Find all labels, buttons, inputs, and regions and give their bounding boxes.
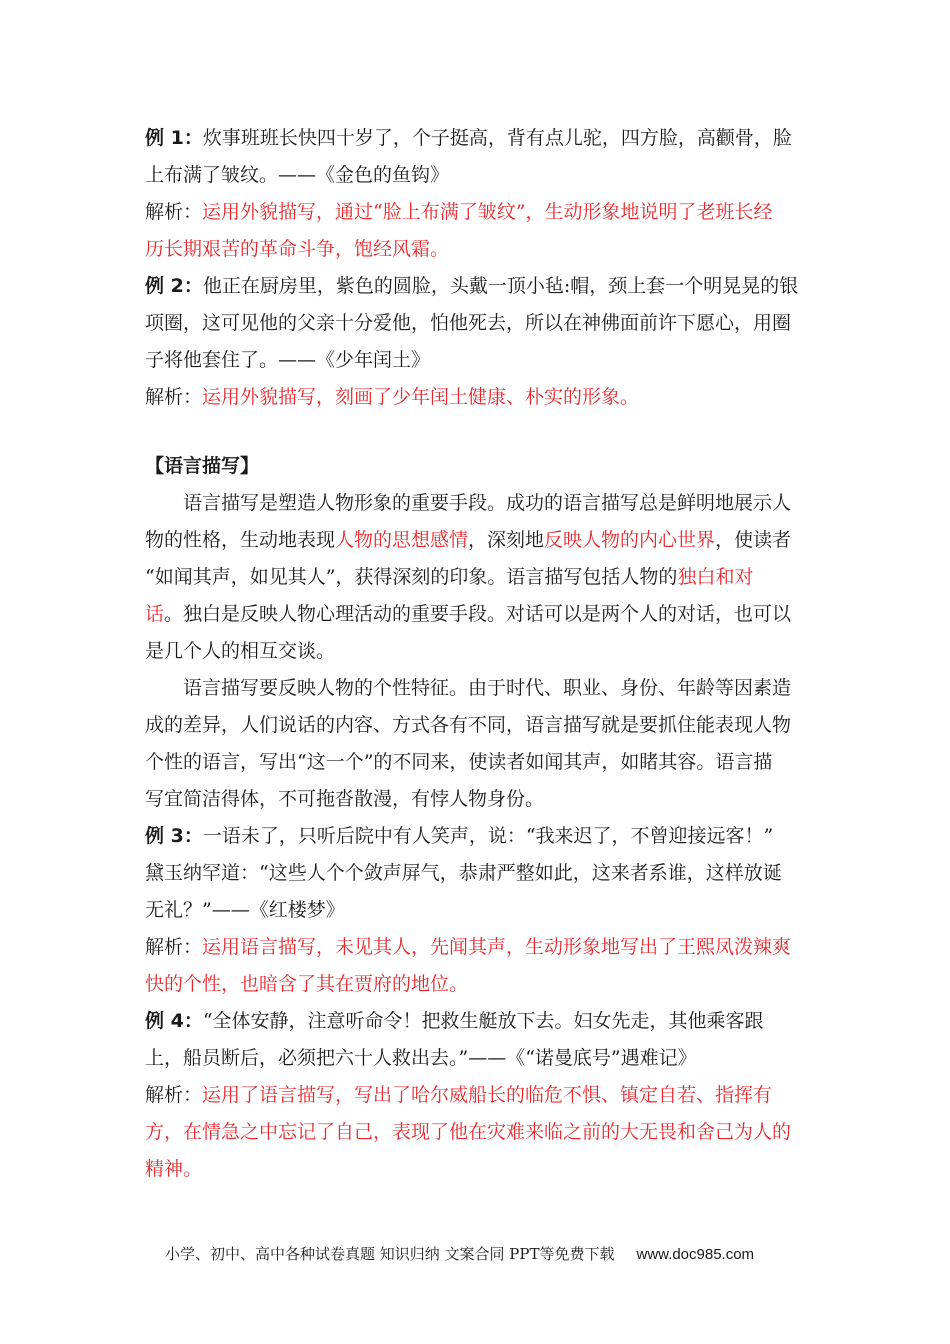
example-2-text-1: 他正在厨房里，紫色的圆脸，头戴一顶小毡:帽，颈上套一个明晃晃的银 [202, 275, 799, 297]
example-1-analysis-text-1: 运用外貌描写，通过“脸上布满了皱纹”，生动形象地说明了老班长经 [202, 201, 773, 223]
example-1-label: 例 1： [145, 127, 203, 149]
example-2-analysis-text: 运用外貌描写，刻画了少年闰土健康、朴实的形象。 [202, 386, 640, 408]
footer-text: 小学、初中、高中各种试卷真题 知识归纳 文案合同 PPT等免费下载 [165, 1245, 615, 1263]
example-1-text-1: 炊事班班长快四十岁了，个子挺高，背有点儿驼，四方脸，高颧骨，脸 [202, 127, 792, 149]
example-2-label: 例 2： [145, 275, 203, 297]
example-2-analysis [145, 379, 805, 416]
example-1-analysis-text-2: 历长期艰苦的革命斗争，饱经风霜。 [145, 238, 450, 260]
paragraph-2-line-2: 成的差异，人们说话的内容、方式各有不同，语言描写就是要抓住能表现人物 [145, 714, 792, 736]
p1-l3-a: “如闻其声，如见其人”，获得深刻的印象。语言描写包括人物的 [145, 566, 678, 588]
example-3-label: 例 3： [145, 825, 203, 847]
paragraph-2-line-1: 语言描写要反映人物的个性特征。由于时代、职业、身份、年龄等因素造 [183, 677, 792, 699]
example-4 [145, 1003, 805, 1188]
example-3-analysis-line-1 [145, 929, 805, 966]
p1-l4-highlight: 话 [145, 603, 165, 625]
p1-l3-highlight: 独白和对 [677, 566, 754, 588]
example-1-analysis-label: 解析： [145, 201, 203, 223]
paragraph-1-line-2 [145, 522, 805, 559]
section-paragraph-2 [145, 670, 805, 818]
paragraph-1-line-1: 语言描写是塑造人物形象的重要手段。成功的语言描写总是鲜明地展示人 [183, 492, 792, 514]
example-3-line-1 [145, 818, 805, 855]
p1-l2-a: 物的性格，生动地表现 [145, 529, 336, 551]
p1-l2-highlight-2: 反映人物的内心世界 [544, 529, 716, 551]
example-4-line-1 [145, 1003, 805, 1040]
section-heading: 【语言描写】 [145, 455, 260, 477]
paragraph-2-line-3: 个性的语言，写出“这一个”的不同来，使读者如闻其声，如睹其容。语言描 [145, 751, 773, 773]
p1-l2-c: ，深刻地 [468, 529, 545, 551]
example-4-label: 例 4： [145, 1010, 203, 1032]
example-4-analysis-line-1 [145, 1077, 805, 1114]
paragraph-1-line-4 [145, 596, 805, 633]
footer-site-link[interactable]: www.doc985.com [636, 1246, 755, 1263]
p1-l4-b: 。独白是反映人物心理活动的重要手段。对话可以是两个人的对话，也可以 [164, 603, 792, 625]
example-3-analysis-text-2: 快的个性，也暗含了其在贾府的地位。 [145, 973, 469, 995]
example-3 [145, 818, 805, 1003]
example-2-text-3: 子将他套住了。——《少年闰土》 [145, 349, 431, 371]
paragraph-1-line-5: 是几个人的相互交谈。 [145, 640, 336, 662]
example-4-analysis-text-3: 精神。 [145, 1158, 203, 1180]
footer [165, 1240, 805, 1269]
example-3-text-2: 黛玉纳罕道：“这些人个个敛声屏气，恭肃严整如此，这来者系谁，这样放诞 [145, 862, 782, 884]
example-1 [145, 120, 805, 268]
example-4-text-1: “全体安静，注意听命令！把救生艇放下去。妇女先走，其他乘客跟 [202, 1010, 764, 1032]
example-3-text-1: 一语未了，只听后院中有人笑声，说：“我来迟了，不曾迎接远客！” [202, 825, 774, 847]
example-4-analysis-label: 解析： [145, 1084, 203, 1106]
section-paragraph-1 [145, 485, 805, 670]
example-2-text-2: 项圈，这可见他的父亲十分爱他，怕他死去，所以在神佛面前许下愿心，用圈 [145, 312, 792, 334]
p1-l2-e: ，使读者 [715, 529, 792, 551]
example-2 [145, 268, 805, 416]
p1-l2-highlight-1: 人物的思想感情 [335, 529, 469, 551]
example-3-analysis-label: 解析： [145, 936, 203, 958]
example-4-analysis-text-1: 运用了语言描写，写出了哈尔威船长的临危不惧、镇定自若、指挥有 [202, 1084, 773, 1106]
example-2-analysis-label: 解析： [145, 386, 203, 408]
example-3-analysis-text-1: 运用语言描写，未见其人，先闻其声，生动形象地写出了王熙凤泼辣爽 [202, 936, 792, 958]
example-4-text-2: 上，船员断后，必须把六十人救出去。”——《“诺曼底号”遇难记》 [145, 1047, 697, 1069]
example-3-text-3: 无礼？”——《红楼梦》 [145, 899, 345, 921]
example-1-line-1 [145, 120, 805, 157]
example-4-analysis-text-2: 方，在情急之中忘记了自己，表现了他在灾难来临之前的大无畏和舍己为人的 [145, 1121, 792, 1143]
paragraph-2-line-4: 写宜简洁得体，不可拖沓散漫，有悖人物身份。 [145, 788, 545, 810]
example-1-text-2: 上布满了皱纹。——《金色的鱼钩》 [145, 164, 450, 186]
example-1-analysis-line-1 [145, 194, 805, 231]
paragraph-1-line-3 [145, 559, 805, 596]
example-2-line-1 [145, 268, 805, 305]
